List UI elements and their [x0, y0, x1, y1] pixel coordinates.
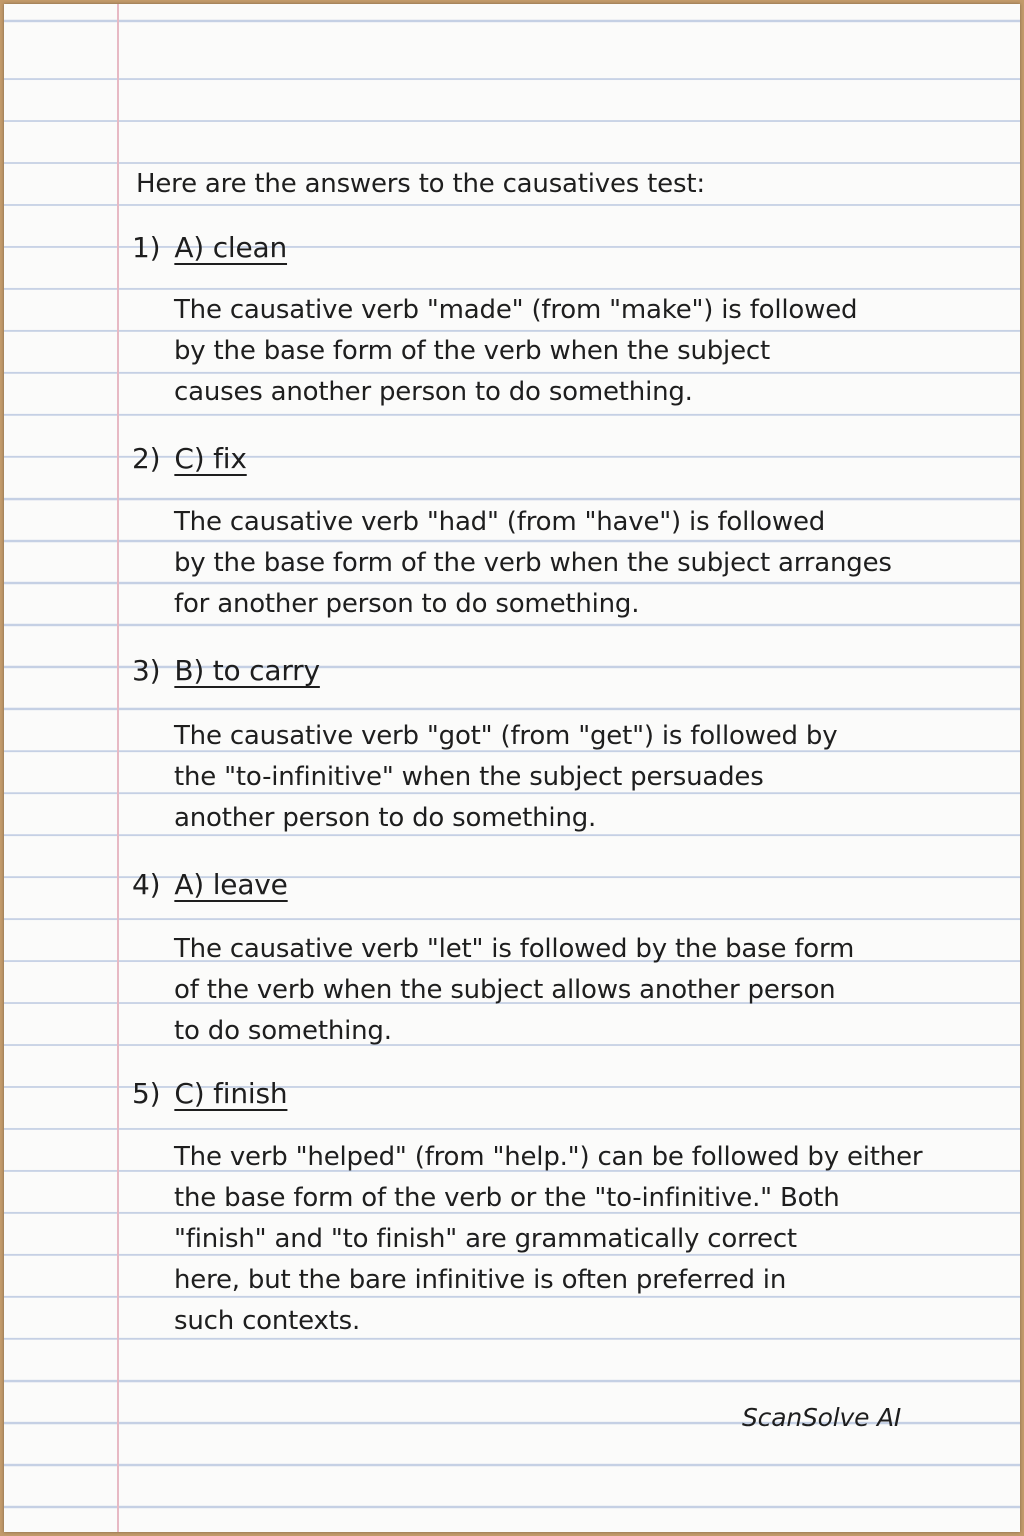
answer-number: 1) — [132, 231, 161, 264]
explanation-line: another person to do something. — [174, 803, 597, 833]
explanation-line: by the base form of the verb when the subject arranges — [174, 548, 892, 578]
explanation-line: The causative verb "made" (from "make") is followed — [174, 295, 858, 325]
answer-number: 3) — [132, 654, 161, 687]
explanation-line: The causative verb "got" (from "get") is followed by — [174, 721, 838, 751]
answer-5-explanation — [174, 1137, 922, 1342]
explanation-line: such contexts. — [174, 1306, 361, 1336]
answer-number: 5) — [132, 1077, 161, 1110]
explanation-line: The causative verb "had" (from "have") is followed — [174, 507, 826, 537]
explanation-line: here, but the bare infinitive is often preferred in — [174, 1265, 787, 1295]
answer-4-explanation — [174, 929, 854, 1052]
answer-3-explanation — [174, 716, 837, 839]
explanation-line: by the base form of the verb when the subject — [174, 336, 770, 366]
explanation-line: the "to-infinitive" when the subject persuades — [174, 762, 764, 792]
answer-choice: C) fix — [174, 442, 247, 475]
answer-3-heading — [132, 654, 320, 687]
explanation-line: for another person to do something. — [174, 589, 640, 619]
answer-1-heading — [132, 231, 287, 264]
explanation-line: the base form of the verb or the "to-infinitive." Both — [174, 1183, 840, 1213]
margin-line — [117, 4, 119, 1532]
answer-choice: A) clean — [174, 231, 288, 264]
answer-1-explanation — [174, 290, 857, 413]
explanation-line: The causative verb "let" is followed by the base form — [174, 934, 855, 964]
answer-number: 4) — [132, 868, 161, 901]
answer-number: 2) — [132, 442, 161, 475]
explanation-line: causes another person to do something. — [174, 377, 693, 407]
answer-2-heading — [132, 442, 247, 475]
signature: ScanSolve AI — [742, 1403, 902, 1432]
answer-5-heading — [132, 1077, 287, 1110]
answer-choice: A) leave — [174, 868, 288, 901]
explanation-line: to do something. — [174, 1016, 392, 1046]
answer-choice: B) to carry — [174, 654, 320, 687]
answer-4-heading — [132, 868, 288, 901]
explanation-line: "finish" and "to finish" are grammatically correct — [174, 1224, 797, 1254]
notebook-paper — [4, 4, 1020, 1532]
explanation-line: The verb "helped" (from "help.") can be followed by either — [174, 1142, 923, 1172]
intro-text: Here are the answers to the causatives test: — [136, 169, 705, 199]
answer-choice: C) finish — [174, 1077, 288, 1110]
answer-2-explanation — [174, 502, 892, 625]
explanation-line: of the verb when the subject allows another person — [174, 975, 836, 1005]
